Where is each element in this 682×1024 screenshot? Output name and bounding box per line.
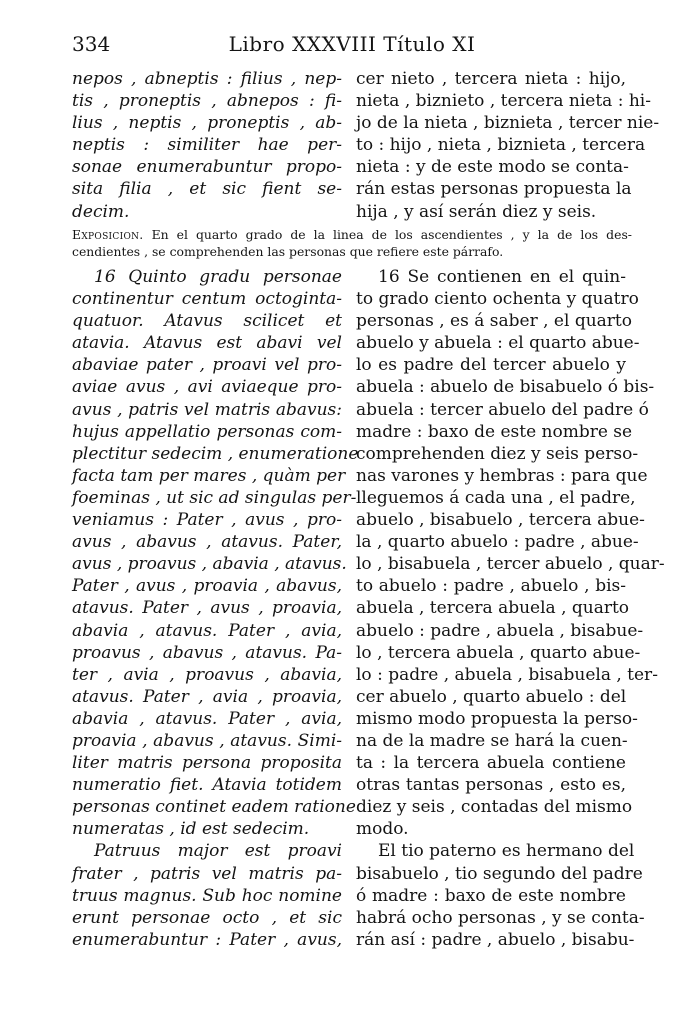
text-line: sonae enumerabuntur propo-: [72, 157, 342, 178]
exposition-line: cendientes , se comprehenden las personas que refiere este párrafo.: [72, 244, 504, 259]
spanish-column-top: [356, 68, 660, 223]
text-line: to : hijo , nieta , biznieta , tercera: [356, 135, 646, 156]
text-line: diez y seis , contadas del mismo: [356, 797, 633, 818]
text-line: abuela : tercer abuelo del padre ó: [356, 399, 649, 420]
text-line: abuelo y abuela : el quarto abue-: [356, 333, 640, 354]
text-line: atavia. Atavus est abavi vel: [72, 333, 342, 354]
text-line: abuelo : padre , abuela , bisabue-: [356, 620, 644, 641]
text-line: nieta : y de este modo se conta-: [356, 157, 629, 178]
spanish-column-main: [356, 266, 665, 951]
latin-column-top: [72, 68, 342, 223]
text-line: avus , abavus , atavus. Pater,: [72, 532, 342, 553]
text-line: mismo modo propuesta la perso-: [356, 708, 638, 729]
text-line: lius , neptis , proneptis , ab-: [72, 113, 342, 134]
text-line: ta : la tercera abuela contiene: [356, 753, 626, 774]
text-line: personas continet eadem ratione: [72, 797, 356, 818]
text-line: truus magnus. Sub hoc nomine: [72, 885, 342, 906]
text-line: quatuor. Atavus scilicet et: [72, 311, 342, 332]
text-line: atavus. Pater , avia , proavia,: [72, 686, 342, 707]
text-line: hujus appellatio personas com-: [72, 421, 342, 442]
text-line: habrá ocho personas , y se conta-: [356, 907, 645, 928]
text-line: rán estas personas propuesta la: [356, 179, 632, 200]
text-line: abaviae pater , proavi vel pro-: [72, 355, 342, 376]
text-line: ó madre : baxo de este nombre: [356, 885, 626, 906]
text-line: plectitur sedecim , enumeratione: [72, 443, 359, 464]
exposition-text: En el quarto grado de la linea de los ascendientes , y la de los des-: [151, 227, 632, 242]
exposition-note: [72, 226, 632, 260]
paragraph-start: Patruus major est proavi: [94, 841, 342, 862]
text-line: proavus , abavus , atavus. Pa-: [72, 642, 342, 663]
paragraph-start: 16 Se contienen en el quin-: [378, 267, 626, 287]
text-line: erunt personae octo , et sic: [72, 907, 342, 928]
text-line: continentur centum octoginta-: [72, 289, 342, 310]
text-line: to grado ciento ochenta y quatro: [356, 289, 639, 310]
text-line: rán así : padre , abuelo , bisabu-: [356, 929, 635, 950]
text-line: abavia , atavus. Pater , avia,: [72, 620, 342, 641]
page-header: [72, 32, 632, 62]
text-line: modo.: [356, 819, 409, 840]
text-line: lo , bisabuela , tercer abuelo , quar-: [356, 554, 665, 575]
text-line: tis , proneptis , abnepos : fi-: [72, 91, 342, 112]
text-line: nieta , biznieto , tercera nieta : hi-: [356, 91, 651, 112]
text-line: abuelo , bisabuelo , tercera abue-: [356, 510, 645, 531]
page-number: 334: [72, 32, 111, 56]
text-line: lo , tercera abuela , quarto abue-: [356, 642, 641, 663]
text-line: decim.: [72, 201, 130, 222]
paragraph-start: 16 Quinto gradu personae: [94, 267, 342, 287]
text-line: otras tantas personas , esto es,: [356, 775, 626, 796]
text-line: avus , patris vel matris abavus:: [72, 399, 342, 420]
exposition-label: Exposicion.: [72, 227, 144, 242]
paragraph-start: El tio paterno es hermano del: [378, 841, 635, 862]
text-line: lleguemos á cada una , el padre,: [356, 487, 636, 508]
text-line: sita filia , et sic fient se-: [72, 179, 342, 200]
text-line: lo es padre del tercer abuelo y: [356, 355, 626, 376]
text-line: facta tam per mares , quàm per: [72, 465, 346, 486]
text-line: na de la madre se hará la cuen-: [356, 730, 628, 751]
text-line: la , quarto abuelo : padre , abue-: [356, 532, 639, 553]
exposition-line: [72, 226, 632, 243]
running-title: Libro XXXVIII Título XI: [228, 32, 476, 56]
text-line: proavia , abavus , atavus. Simi-: [72, 730, 342, 751]
text-line: numeratio fiet. Atavia totidem: [72, 775, 342, 796]
text-line: Pater , avus , proavia , abavus,: [72, 576, 342, 597]
text-line: lo : padre , abuela , bisabuela , ter-: [356, 664, 658, 685]
text-line: cer abuelo , quarto abuelo : del: [356, 686, 627, 707]
text-line: foeminas , ut sic ad singulas per-: [72, 487, 357, 508]
text-line: neptis : similiter hae per-: [72, 135, 342, 156]
text-line: hija , y así serán diez y seis.: [356, 201, 597, 222]
text-line: bisabuelo , tio segundo del padre: [356, 863, 643, 884]
text-line: to abuelo : padre , abuelo , bis-: [356, 576, 626, 597]
text-line: jo de la nieta , biznieta , tercer nie-: [356, 113, 660, 134]
text-line: abuela , tercera abuela , quarto: [356, 598, 630, 619]
latin-column-main: [72, 266, 359, 951]
text-line: avus , proavus , abavia , atavus.: [72, 554, 347, 575]
text-line: frater , patris vel matris pa-: [72, 863, 342, 884]
text-line: personas , es á saber , el quarto: [356, 311, 632, 332]
text-line: veniamus : Pater , avus , pro-: [72, 510, 342, 531]
text-line: nepos , abneptis : filius , nep-: [72, 69, 342, 89]
text-line: abuela : abuelo de bisabuelo ó bis-: [356, 377, 655, 398]
text-line: cer nieto , tercera nieta : hijo,: [356, 69, 626, 89]
text-line: enumerabuntur : Pater , avus,: [72, 929, 342, 950]
text-line: numeratas , id est sedecim.: [72, 819, 310, 840]
text-line: madre : baxo de este nombre se: [356, 421, 633, 442]
text-line: nas varones y hembras : para que: [356, 465, 648, 486]
text-line: abavia , atavus. Pater , avia,: [72, 708, 342, 729]
text-line: liter matris persona proposita: [72, 753, 342, 774]
text-line: atavus. Pater , avus , proavia,: [72, 598, 342, 619]
text-line: aviae avus , avi aviaeque pro-: [72, 377, 342, 398]
text-line: comprehenden diez y seis perso-: [356, 443, 639, 464]
text-line: ter , avia , proavus , abavia,: [72, 664, 342, 685]
